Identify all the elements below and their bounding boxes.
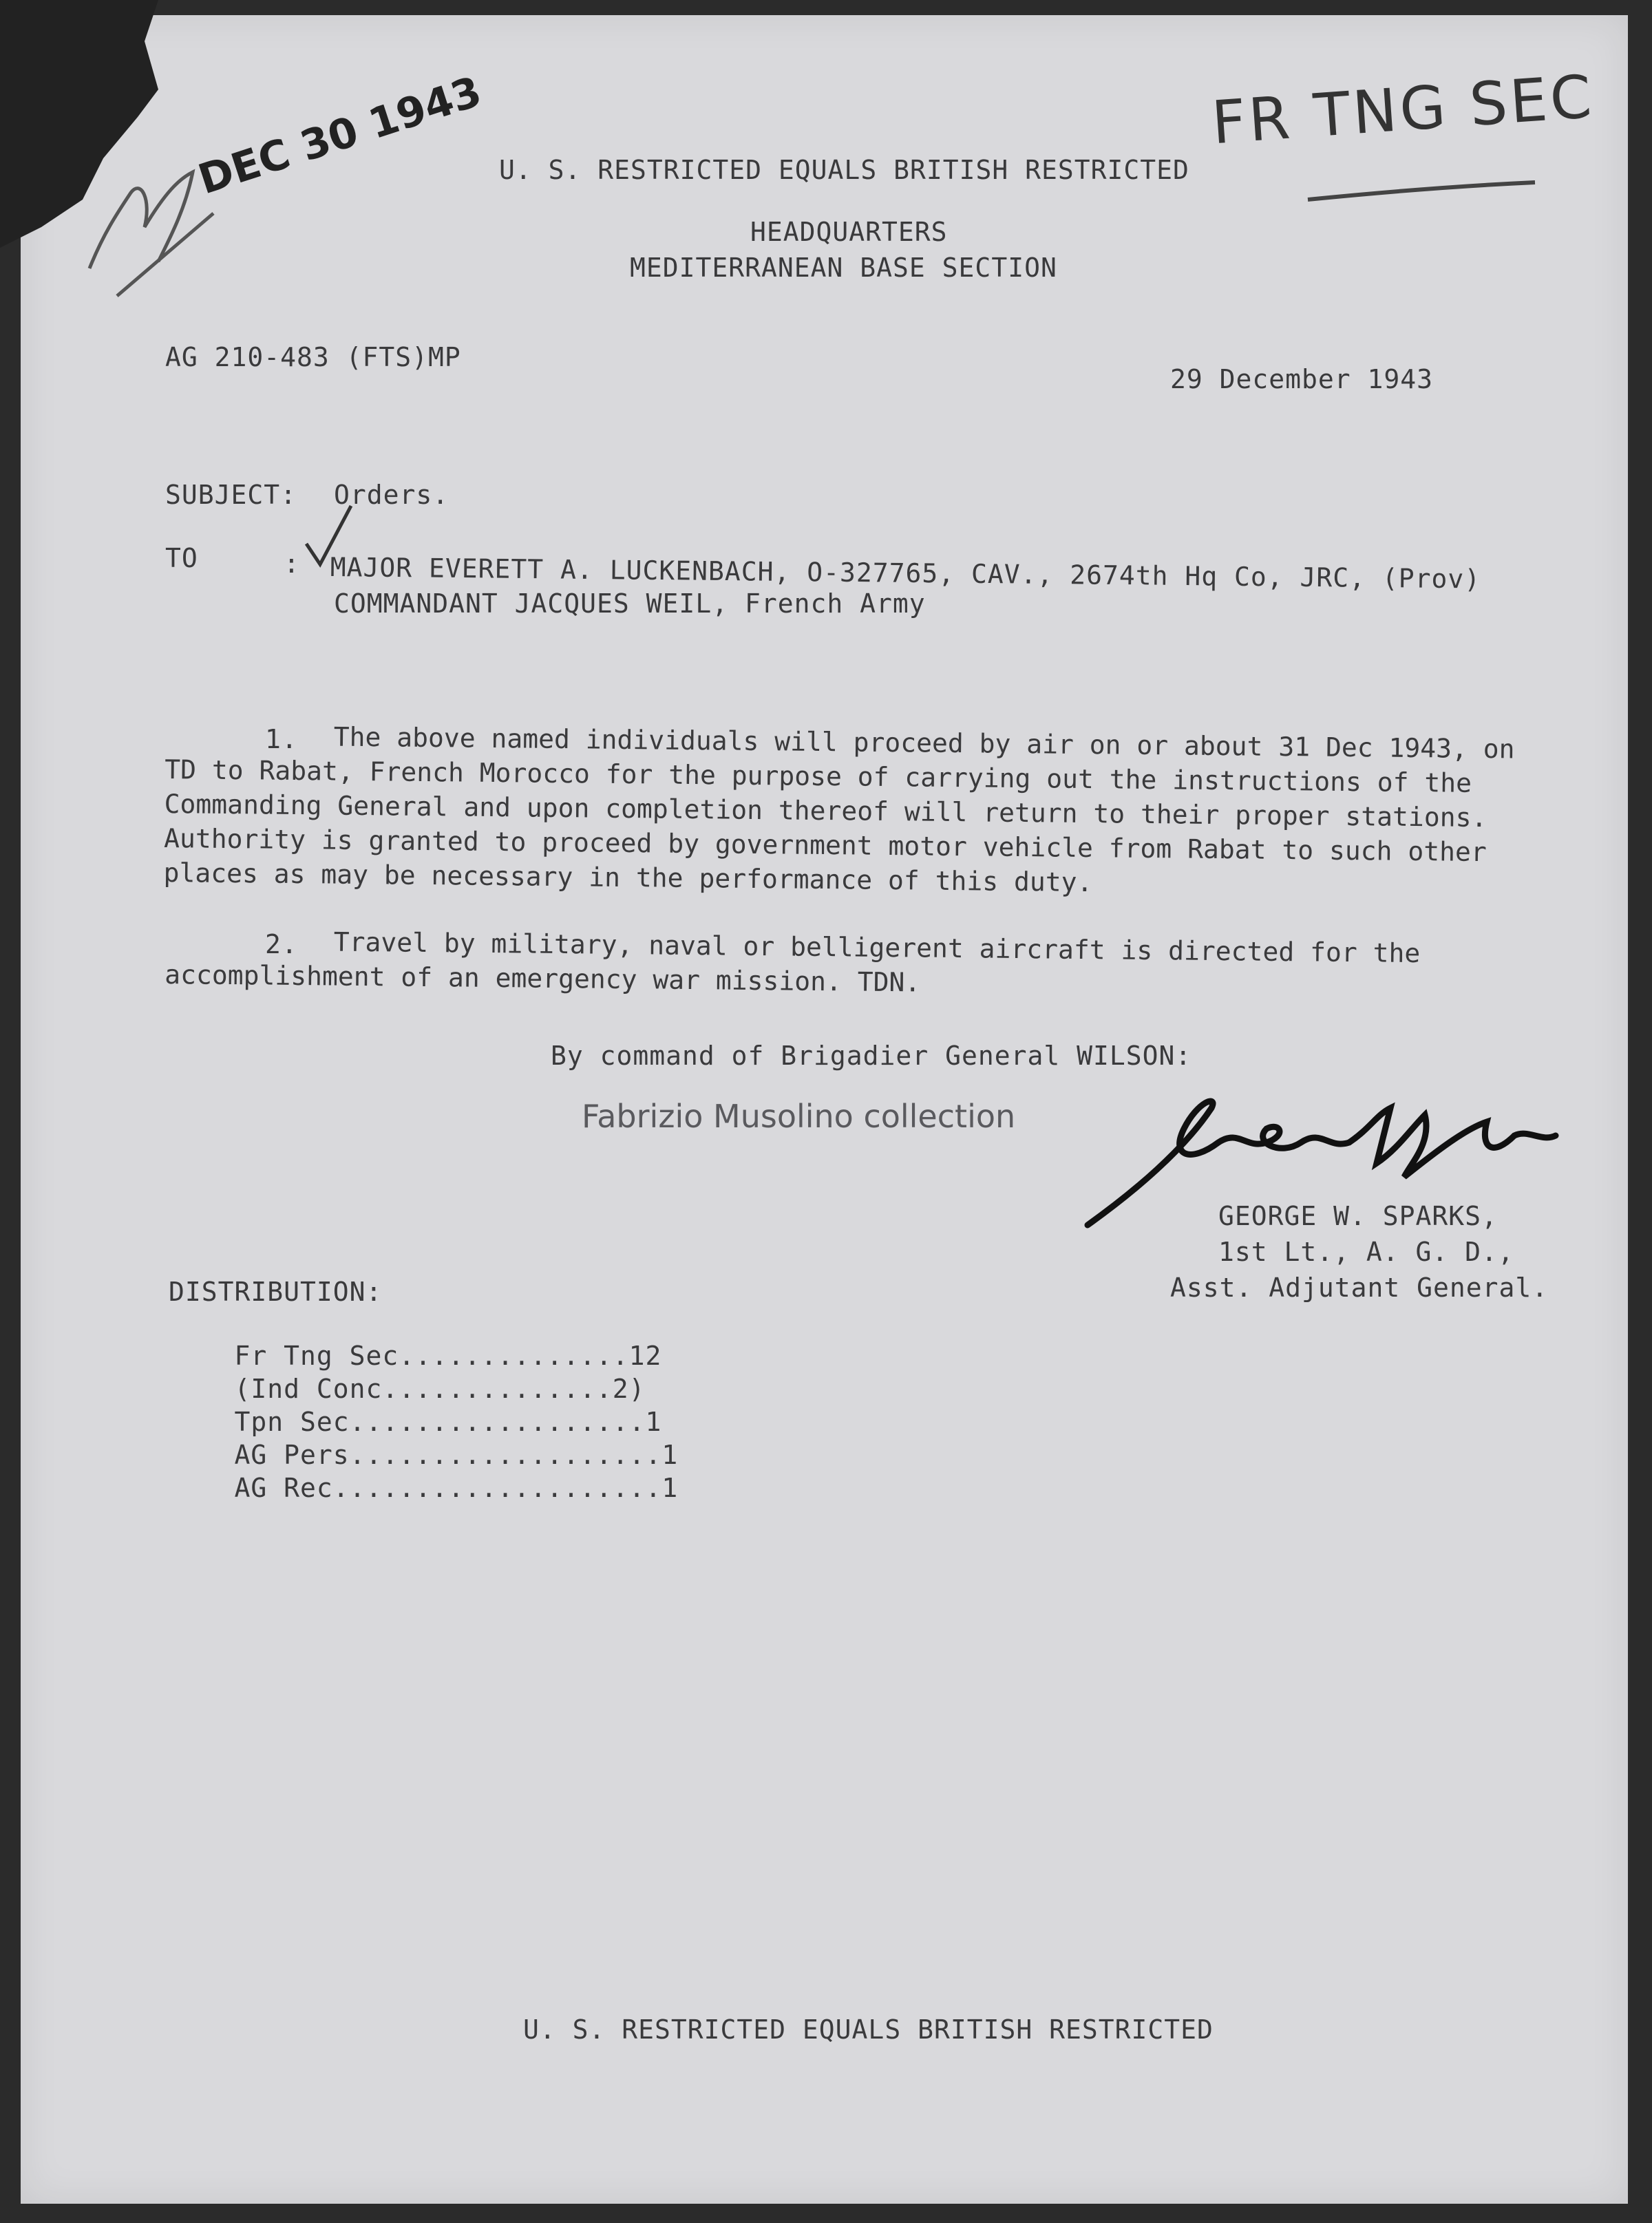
distribution-leader: .................. xyxy=(349,1407,646,1437)
distribution-item: AG Rec xyxy=(234,1473,333,1503)
to-line-1: MAJOR EVERETT A. LUCKENBACH, O-327765, CAV., 2674th Hq Co, JRC, (Prov) xyxy=(330,552,1481,595)
date-stamp: DEC 30 1943 xyxy=(193,67,487,204)
distribution-leader: ................... xyxy=(349,1440,662,1470)
handwritten-underline xyxy=(1308,179,1542,206)
paragraph-2: Travel by military, naval or belligerent aircraft is directed for the accomplishment of an emergency war mission. TDN. xyxy=(164,926,1437,998)
distribution-row xyxy=(169,1317,678,1371)
subject-value: Orders. xyxy=(334,480,449,510)
distribution-row xyxy=(169,1416,679,1470)
to-line-2: COMMANDANT JACQUES WEIL, French Army xyxy=(334,588,926,619)
distribution-count: 1 xyxy=(661,1440,679,1470)
distribution-leader: .............. xyxy=(399,1341,629,1371)
signatory-rank: 1st Lt., A. G. D., xyxy=(1218,1237,1514,1267)
distribution-item: AG Pers xyxy=(234,1440,350,1470)
distribution-row xyxy=(169,1350,678,1404)
command-line: By command of Brigadier General WILSON: xyxy=(551,1041,1192,1071)
signatory-title: Asst. Adjutant General. xyxy=(1170,1273,1549,1303)
header-section: MEDITERRANEAN BASE SECTION xyxy=(630,253,1057,283)
distribution-count: 2) xyxy=(612,1374,646,1404)
distribution-list xyxy=(169,1317,679,1503)
paragraph-1-number: 1. xyxy=(265,724,298,754)
distribution-row xyxy=(169,1449,679,1503)
distribution-label: DISTRIBUTION: xyxy=(169,1277,383,1307)
distribution-item: Fr Tng Sec xyxy=(234,1341,399,1371)
paragraph-1: The above named individuals will proceed by air on or about 31 Dec 1943, on TD to Rabat, French Morocco for the purpose of carrying out the instructions of the Commanding General and upon completion thereof will return to their proper stations. Authority is granted to proceed by government motor vehicle from Rabat to such other places as may be necessary in the performance of this duty. xyxy=(163,721,1531,898)
file-reference: AG 210-483 (FTS)MP xyxy=(165,342,461,372)
handwritten-routing-note: FR TNG SEC xyxy=(1209,62,1597,158)
distribution-row xyxy=(169,1383,678,1437)
to-label: TO xyxy=(165,543,198,573)
footer-classification: U. S. RESTRICTED EQUALS BRITISH RESTRICTED xyxy=(523,2014,1214,2045)
distribution-count: 1 xyxy=(645,1407,662,1437)
document-date: 29 December 1943 xyxy=(1170,364,1434,394)
distribution-leader: .............. xyxy=(382,1374,613,1404)
distribution-leader: .................... xyxy=(332,1473,662,1503)
handwritten-initials xyxy=(76,110,255,317)
paragraph-2-number: 2. xyxy=(265,929,298,959)
to-colon: : xyxy=(284,549,300,579)
header-classification: U. S. RESTRICTED EQUALS BRITISH RESTRICTED xyxy=(499,155,1189,185)
distribution-count: 1 xyxy=(661,1473,679,1503)
signatory-name: GEORGE W. SPARKS, xyxy=(1218,1201,1498,1231)
collection-watermark: Fabrizio Musolino collection xyxy=(582,1098,1016,1135)
header-headquarters: HEADQUARTERS xyxy=(750,217,948,247)
distribution-item: Tpn Sec xyxy=(234,1407,350,1437)
distribution-count: 12 xyxy=(628,1341,662,1371)
subject-label: SUBJECT: xyxy=(165,480,297,510)
distribution-item: (Ind Conc xyxy=(234,1374,383,1404)
